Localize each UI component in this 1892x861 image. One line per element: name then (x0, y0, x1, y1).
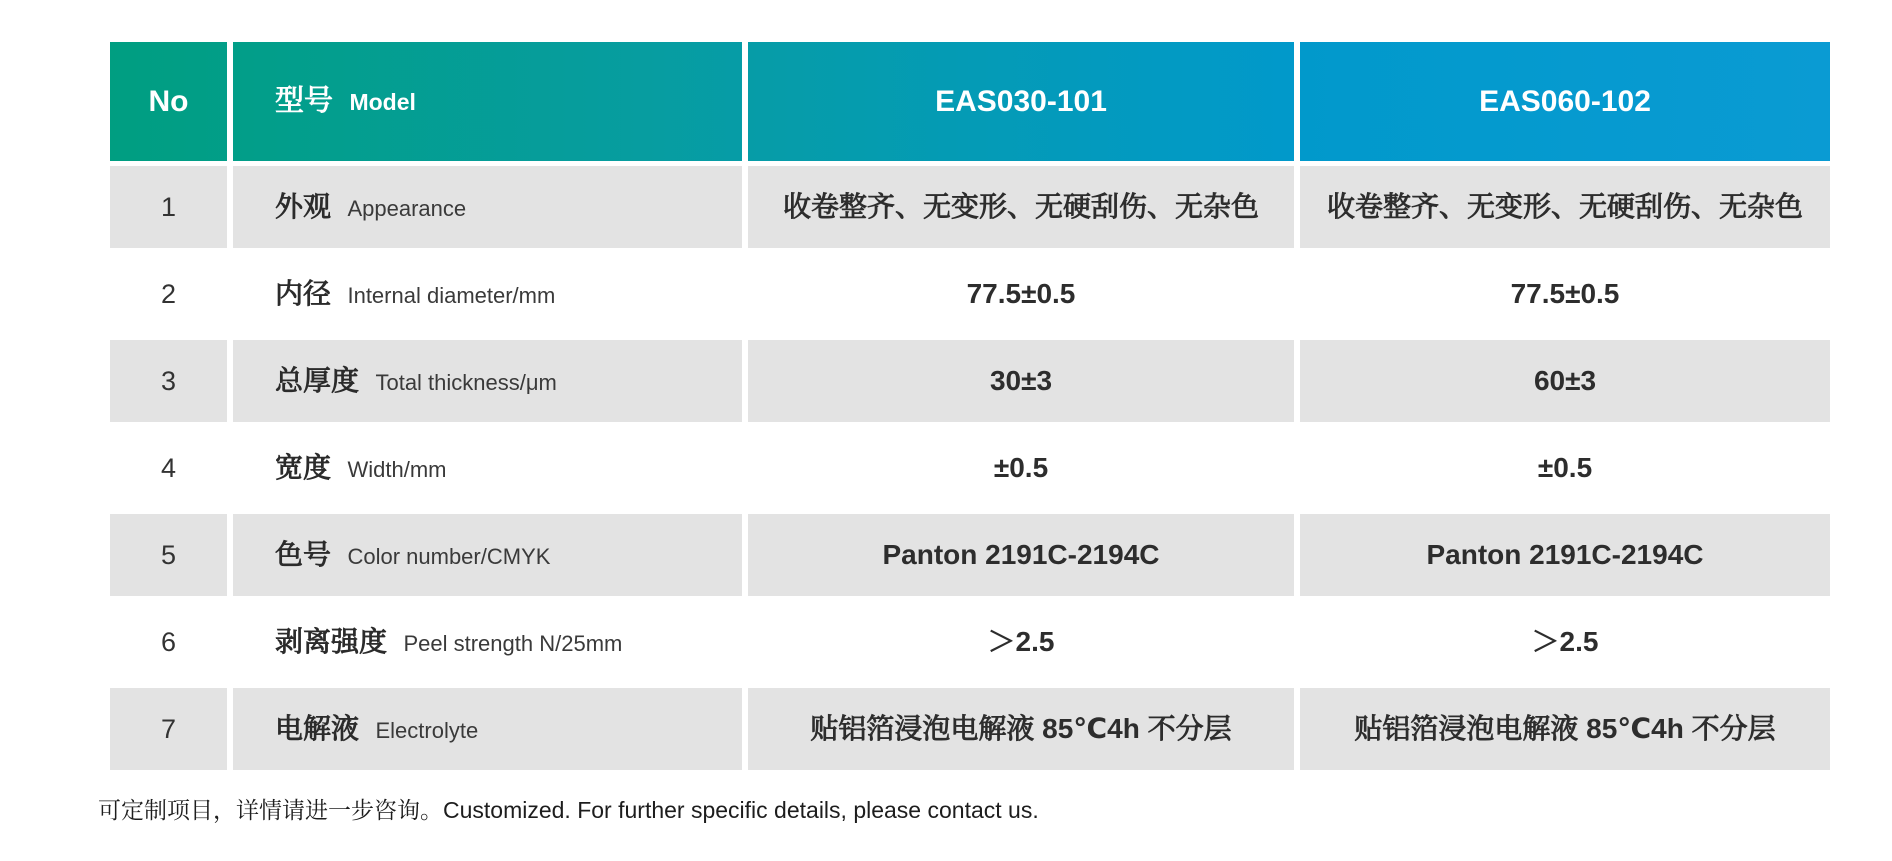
parameter-name-en: Internal diameter/mm (347, 283, 556, 308)
row-number-cell: 1 (110, 166, 227, 248)
parameter-name-cell (233, 253, 742, 335)
parameter-name-en: Electrolyte (375, 718, 479, 743)
parameter-name-cn: 剥离强度 (275, 626, 388, 657)
parameter-name-cn: 宽度 (275, 452, 332, 483)
header-no: No (148, 85, 189, 118)
parameter-name-en: Total thickness/μm (375, 370, 557, 395)
row-number-cell: 7 (110, 688, 227, 770)
row-number-cell: 3 (110, 340, 227, 422)
parameter-name-en: Color number/CMYK (347, 544, 551, 569)
value-eas030-cell: ＞2.5 (987, 626, 1055, 657)
parameter-name-cn: 内径 (275, 278, 332, 309)
row-number-cell: 6 (160, 627, 177, 657)
parameter-name-cn: 总厚度 (275, 365, 360, 396)
header-model (233, 42, 742, 161)
header-model-cn: 型号 (275, 85, 334, 117)
parameter-name-cell (233, 427, 742, 509)
value-eas060-cell: Panton 2191C-2194C (1300, 514, 1830, 596)
value-eas060-cell: 77.5±0.5 (1510, 278, 1620, 309)
parameter-name-cell (233, 514, 742, 596)
value-eas030-cell: 贴铝箔浸泡电解液 85℃4h 不分层 (748, 688, 1294, 770)
footnote: 可定制项目，详情请进一步咨询。Customized. For further specific details, please contact us. (98, 797, 1039, 823)
table-header-row (110, 42, 1830, 161)
value-eas060-cell: ±0.5 (1537, 452, 1593, 483)
parameter-name-en: Appearance (347, 196, 467, 221)
value-eas060-cell: 收卷整齐、无变形、无硬刮伤、无杂色 (1300, 166, 1830, 248)
parameter-name-cn: 色号 (275, 539, 332, 570)
value-eas060-cell: 60±3 (1300, 340, 1830, 422)
value-eas030-cell: ±0.5 (993, 452, 1049, 483)
parameter-name-en: Width/mm (347, 457, 447, 482)
row-number-cell: 4 (160, 453, 177, 483)
parameter-name-cell (233, 340, 742, 422)
header-model-en: Model (349, 89, 416, 115)
value-eas030-cell: 77.5±0.5 (966, 278, 1076, 309)
parameter-name-cn: 外观 (275, 191, 332, 222)
header-model-eas060: EAS060-102 (1479, 85, 1651, 118)
parameter-name-cell (233, 166, 742, 248)
row-number-cell: 2 (160, 279, 177, 309)
product-spec-table (110, 42, 1830, 770)
header-model-eas030: EAS030-101 (935, 85, 1107, 118)
parameter-name-cell (233, 601, 742, 683)
value-eas030-cell: 30±3 (748, 340, 1294, 422)
row-number-cell: 5 (110, 514, 227, 596)
value-eas030-cell: Panton 2191C-2194C (748, 514, 1294, 596)
parameter-name-cn: 电解液 (275, 713, 360, 744)
value-eas060-cell: ＞2.5 (1531, 626, 1599, 657)
value-eas030-cell: 收卷整齐、无变形、无硬刮伤、无杂色 (748, 166, 1294, 248)
value-eas060-cell: 贴铝箔浸泡电解液 85℃4h 不分层 (1300, 688, 1830, 770)
parameter-name-en: Peel strength N/25mm (403, 631, 623, 656)
parameter-name-cell (233, 688, 742, 770)
